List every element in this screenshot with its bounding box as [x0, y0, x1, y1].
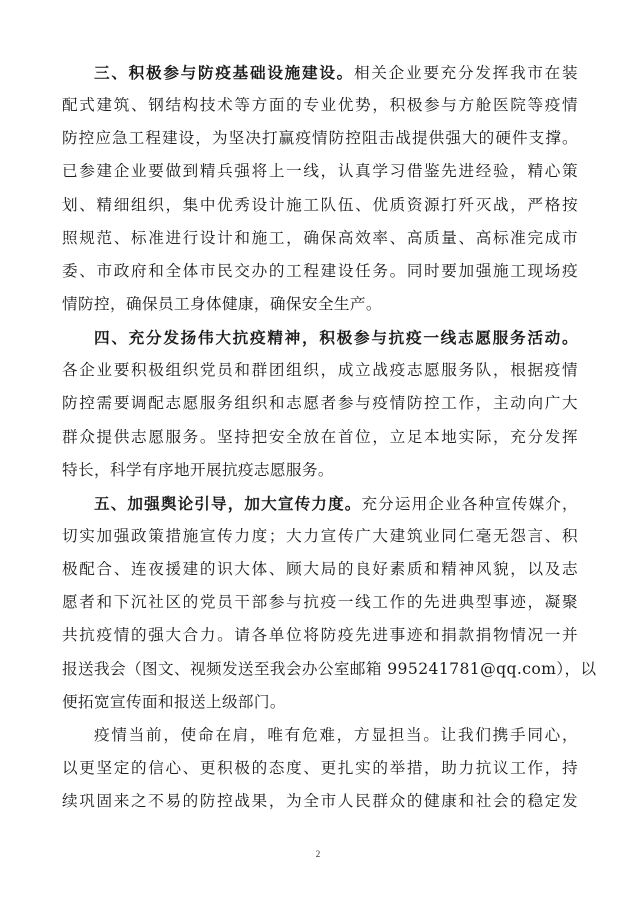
body-line: 以更坚定的信心、更积极的态度、更扎实的举措，助力抗议工作，持: [62, 758, 578, 777]
body-line: 便拓宽宣传面和报送上级部门。: [62, 692, 286, 711]
body-line: 划、精细组织，集中优秀设计施工队伍、优质资源打歼灭战，严格按: [62, 195, 578, 214]
body-line: 群众提供志愿服务。坚持把安全放在首位，立足本地实际，充分发挥: [62, 427, 578, 446]
body-line: 切实加强政策措施宣传力度；大力宣传广大建筑业同仁毫无怨言、积: [62, 526, 578, 545]
body-line: 极配合、连夜援建的识大体、顾大局的良好素质和精神风貌，以及志: [62, 560, 578, 579]
body-line: 情防控，确保员工身体健康，确保安全生产。: [62, 294, 382, 313]
body-line: 各企业要积极组织党员和群团组织，成立战疫志愿服务队，根据疫情: [62, 361, 578, 380]
section-5-text: 充分运用企业各种宣传媒介，: [361, 494, 579, 513]
body-line: 照规范、标准进行设计和施工，确保高效率、高质量、高标准完成市: [62, 228, 578, 247]
section-5-first-line: [62, 487, 578, 520]
section-4-heading: 四、充分发扬伟大抗疫精神，积极参与抗疫一线志愿服务活动。: [94, 328, 578, 348]
closing-first-line: 疫情当前，使命在肩，唯有危难，方显担当。让我们携手同心，: [94, 725, 578, 744]
section-3-heading: 三、积极参与防疫基础设施建设。: [94, 63, 354, 82]
body-line: 委、市政府和全体市民交办的工程建设任务。同时要加强施工现场疫: [62, 261, 578, 280]
body-line-with-email: 报送我会（图文、视频发送至我会办公室邮箱 995241781@qq.com），以: [62, 659, 597, 678]
body-line: 配式建筑、钢结构技术等方面的专业优势，积极参与方舱医院等疫情: [62, 96, 578, 115]
body-line: 续巩固来之不易的防控战果，为全市人民群众的健康和社会的稳定发: [62, 792, 578, 811]
body-line: 共抗疫情的强大合力。请各单位将防疫先进事迹和捐款捐物情况一并: [62, 626, 578, 645]
section-5-heading: 五、加强舆论引导，加大宣传力度。: [94, 493, 362, 513]
section-4-first-line: [62, 321, 578, 354]
section-3-text: 相关企业要充分发挥我市在装: [354, 64, 578, 82]
page-number: 2: [315, 849, 321, 859]
document-body: [62, 56, 597, 818]
section-3-first-line: [62, 56, 578, 89]
body-line: 特长，科学有序地开展抗疫志愿服务。: [62, 460, 334, 479]
body-line: 愿者和下沉社区的党员干部参与抗疫一线工作的先进典型事迹，凝聚: [62, 593, 578, 612]
body-line: 已参建企业要做到精兵强将上一线，认真学习借鉴先进经验，精心策: [62, 162, 578, 181]
body-line: 防控需要调配志愿服务组织和志愿者参与疫情防控工作，主动向广大: [62, 394, 578, 413]
body-line: 防控应急工程建设，为坚决打赢疫情防控阻击战提供强大的硬件支撑。: [62, 129, 578, 148]
